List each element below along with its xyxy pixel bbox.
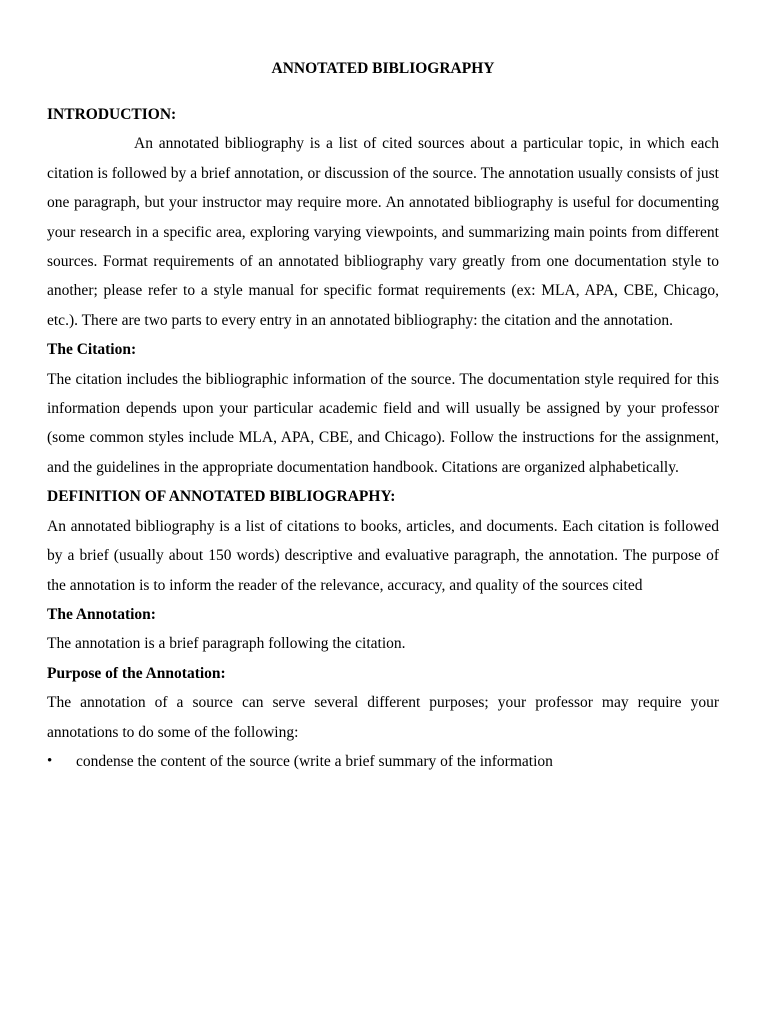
purpose-paragraph: The annotation of a source can serve several different purposes; your professor may require your annotations to do some of the following: — [47, 694, 719, 741]
definition-heading: DEFINITION OF ANNOTATED BIBLIOGRAPHY: — [47, 488, 396, 506]
citation-paragraph: The citation includes the bibliographic information of the source. The documentation style required for this information depends upon your particular academic field and will usually be assigned by your professor (some common styles include MLA, APA, CBE, and Chicago). Follow the instructions for the assignment, and the guidelines in the appropriate documentation handbook. Citations are organized alphabetically. — [47, 370, 719, 476]
bullet-list-item — [47, 747, 719, 776]
introduction-heading: INTRODUCTION: — [47, 106, 177, 123]
introduction-paragraph: An annotated bibliography is a list of cited sources about a particular topic, in which each citation is followed by a brief annotation, or discussion of the source. The annotation usually consists of just one paragraph, but your instructor may require more. An annotated bibliography is useful for documenting your research in a specific area, exploring varying viewpoints, and summarizing main points from different sources. Format requirements of an annotated bibliography vary greatly from one documentation style to another; please refer to a style manual for specific format requirements (ex: MLA, APA, CBE, Chicago, etc.). There are two parts to every entry in an annotated bibliography: the citation and the annotation. — [47, 135, 719, 329]
citation-heading: The Citation: — [47, 341, 137, 359]
document-body — [47, 100, 719, 776]
definition-paragraph: An annotated bibliography is a list of citations to books, articles, and documents. Each citation is followed by a brief (usually about 150 words) descriptive and evaluative paragraph, the annotation. The purpose of the annotation is to inform the reader of the relevance, accuracy, and quality of the sources cited — [47, 517, 719, 594]
bullet-text: condense the content of the source (write a brief summary of the information — [76, 752, 553, 770]
purpose-heading: Purpose of the Annotation: — [47, 664, 226, 682]
bullet-icon: • — [47, 752, 53, 769]
document-title: ANNOTATED BIBLIOGRAPHY — [271, 60, 495, 77]
annotation-paragraph: The annotation is a brief paragraph following the citation. — [47, 635, 406, 653]
annotation-heading: The Annotation: — [47, 605, 156, 623]
